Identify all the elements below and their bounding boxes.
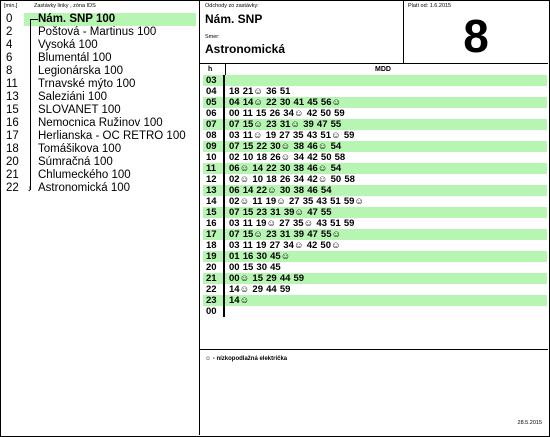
stop-name: Nám. SNP 100 <box>38 13 116 25</box>
hour-row <box>203 284 547 295</box>
hour-cell: 12 <box>206 174 217 185</box>
stop-minutes: 17 <box>6 130 19 142</box>
hour-row <box>203 174 547 185</box>
hour-row <box>203 86 547 97</box>
stop-name: Astronomická 100 <box>38 182 131 194</box>
hour-row <box>203 141 547 152</box>
route-line <box>30 19 31 190</box>
hour-row <box>203 119 547 130</box>
hour-row <box>203 196 547 207</box>
hour-separator <box>223 295 225 306</box>
stop-name: Poštová - Martinus 100 <box>38 26 157 38</box>
stops-header: Zastávky linky , zóna IDS <box>34 3 96 9</box>
hour-cell: 11 <box>206 163 217 174</box>
stop-minutes: 15 <box>6 104 19 116</box>
hour-cell: 07 <box>206 119 217 130</box>
valid-from: Platí od: 1.6.2015 <box>408 3 452 9</box>
hour-row <box>203 97 547 108</box>
hour-cell: 18 <box>206 240 217 251</box>
hour-cell: 13 <box>206 185 217 196</box>
header-separator <box>225 64 226 75</box>
minutes-cell: 07 15☺ 23 31☺ 39 47 55 <box>229 119 342 130</box>
stop-name: Legionárska 100 <box>38 65 124 77</box>
hour-separator <box>223 75 225 86</box>
hour-separator <box>223 262 225 273</box>
minutes-cell: 03 11☺ 19 27 35 43 51☺ 59 <box>229 130 355 141</box>
route-line-start <box>30 19 38 20</box>
hour-cell: 05 <box>206 97 217 108</box>
stop-name: Trnavské mýto 100 <box>38 78 136 90</box>
hour-cell: 19 <box>206 251 217 262</box>
minutes-cell: 00 11 15 26 34☺ 42 50 59 <box>229 108 345 119</box>
stop-name: Tomášikova 100 <box>38 143 122 155</box>
stops-panel <box>0 0 200 435</box>
hour-row <box>203 152 547 163</box>
minutes-cell: 14☺ 29 44 59 <box>229 284 291 295</box>
minutes-cell: 01 16 30 45☺ <box>229 251 291 262</box>
line-number: 8 <box>463 10 489 62</box>
stop-name: Herlianska - OC RETRO 100 <box>38 130 186 142</box>
notes-panel <box>200 350 548 435</box>
hour-separator <box>223 130 225 141</box>
hour-cell: 14 <box>206 196 217 207</box>
stop-minutes: 8 <box>6 65 13 77</box>
hour-separator <box>223 108 225 119</box>
timetable-header <box>200 0 548 64</box>
stop-name: Vysoká 100 <box>38 39 98 51</box>
minutes-cell: 02☺ 11 19☺ 27 35 43 51 59☺ <box>229 196 365 207</box>
minutes-cell: 14☺ <box>229 295 250 306</box>
stop-minutes: 0 <box>6 13 13 25</box>
hour-row <box>203 251 547 262</box>
hour-cell: 20 <box>206 262 217 273</box>
hour-row <box>203 163 547 174</box>
hour-cell: 16 <box>206 218 217 229</box>
hour-separator <box>223 86 225 97</box>
hour-cell: 21 <box>206 273 217 284</box>
stop-minutes: 16 <box>6 117 19 129</box>
hour-cell: 15 <box>206 207 217 218</box>
hour-row <box>203 306 547 317</box>
stops-panel-header <box>4 3 195 12</box>
hour-row <box>203 229 547 240</box>
hour-separator <box>223 119 225 130</box>
stop-minutes: 11 <box>6 78 18 90</box>
minutes-cell: 07 15☺ 23 31 39 47 55☺ <box>229 229 342 240</box>
minutes-cell: 07 15 22 30☺ 38 46☺ 54 <box>229 141 342 152</box>
minutes-cell: 00☺ 15 29 44 59 <box>229 273 305 284</box>
minutes-cell: 02☺ 10 18 26 34 42☺ 50 58 <box>229 174 355 185</box>
stop-minutes: 21 <box>6 169 19 181</box>
hour-row <box>203 130 547 141</box>
hour-separator <box>223 218 225 229</box>
stop-name: Saleziáni 100 <box>38 91 108 103</box>
minutes-cell: 03 11 19 27 34☺ 42 50☺ <box>229 240 341 251</box>
hour-separator <box>223 174 225 185</box>
departure-table-header <box>200 64 548 75</box>
hour-cell: 00 <box>206 306 217 317</box>
hour-row <box>203 262 547 273</box>
minutes-header: [min.] <box>4 3 18 9</box>
down-arrow-icon: ↓ <box>27 183 32 193</box>
hour-cell: 04 <box>206 86 217 97</box>
stop-name: Nemocnica Ružinov 100 <box>38 117 163 129</box>
stop-name: SLOVANET 100 <box>38 104 121 116</box>
departures-label: Odchody zo zastávky: <box>205 3 259 9</box>
stop-minutes: 22 <box>6 182 19 194</box>
hour-row <box>203 207 547 218</box>
hour-row <box>203 185 547 196</box>
hour-row <box>203 218 547 229</box>
stop-minutes: 13 <box>6 91 19 103</box>
hour-separator <box>223 207 225 218</box>
stop-minutes: 18 <box>6 143 19 155</box>
stop-minutes: 2 <box>6 26 13 38</box>
stop-name: Súmračná 100 <box>38 156 113 168</box>
hour-header: h <box>208 66 213 73</box>
hour-cell: 17 <box>206 229 217 240</box>
hour-separator <box>223 97 225 108</box>
minutes-cell: 07 15 23 31 39☺ 47 55 <box>229 207 332 218</box>
stop-minutes: 6 <box>6 52 13 64</box>
hour-cell: 22 <box>206 284 217 295</box>
hour-cell: 09 <box>206 141 217 152</box>
hour-separator <box>223 152 225 163</box>
minutes-cell: 00 15 30 45 <box>229 262 281 273</box>
hour-cell: 08 <box>206 130 217 141</box>
hour-cell: 03 <box>206 75 217 86</box>
minutes-cell: 03 11 19☺ 27 35☺ 43 51 59 <box>229 218 355 229</box>
hour-row <box>203 75 547 86</box>
stop-minutes: 20 <box>6 156 19 168</box>
hour-separator <box>223 273 225 284</box>
hour-row <box>203 240 547 251</box>
minutes-cell: 18 21☺ 36 51 <box>229 86 291 97</box>
stop-minutes: 4 <box>6 39 13 51</box>
hour-separator <box>223 251 225 262</box>
low-floor-legend: ☺ - nízkopodlažná električka <box>205 356 288 362</box>
direction-label: Smer: <box>205 34 220 40</box>
hour-cell: 10 <box>206 152 217 163</box>
minutes-cell: 04 14☺ 22 30 41 45 56☺ <box>229 97 342 108</box>
hour-cell: 06 <box>206 108 217 119</box>
minutes-cell: 06☺ 14 22 30 38 46☺ 54 <box>229 163 342 174</box>
hour-row <box>203 273 547 284</box>
direction-name: Astronomická <box>205 42 286 56</box>
hour-separator <box>223 306 225 317</box>
hour-cell: 23 <box>206 295 217 306</box>
hour-row <box>203 295 547 306</box>
stop-name: Chlumeckého 100 <box>38 169 131 181</box>
hour-separator <box>223 229 225 240</box>
stop-name: Blumentál 100 <box>38 52 112 64</box>
hour-separator <box>223 284 225 295</box>
hour-separator <box>223 240 225 251</box>
hour-separator <box>223 196 225 207</box>
stop-name: Nám. SNP <box>205 12 263 26</box>
departure-rows <box>203 75 547 317</box>
minutes-cell: 06 14 22☺ 30 38 46 54 <box>229 185 332 196</box>
hour-separator <box>223 185 225 196</box>
day-type-header: MDD <box>375 66 391 73</box>
print-date: 28.5.2015 <box>517 420 542 426</box>
hour-separator <box>223 163 225 174</box>
stop-info <box>200 0 404 63</box>
hour-row <box>203 108 547 119</box>
hour-separator <box>223 141 225 152</box>
departure-table <box>200 64 548 350</box>
minutes-cell: 02 10 18 26☺ 34 42 50 58 <box>229 152 346 163</box>
